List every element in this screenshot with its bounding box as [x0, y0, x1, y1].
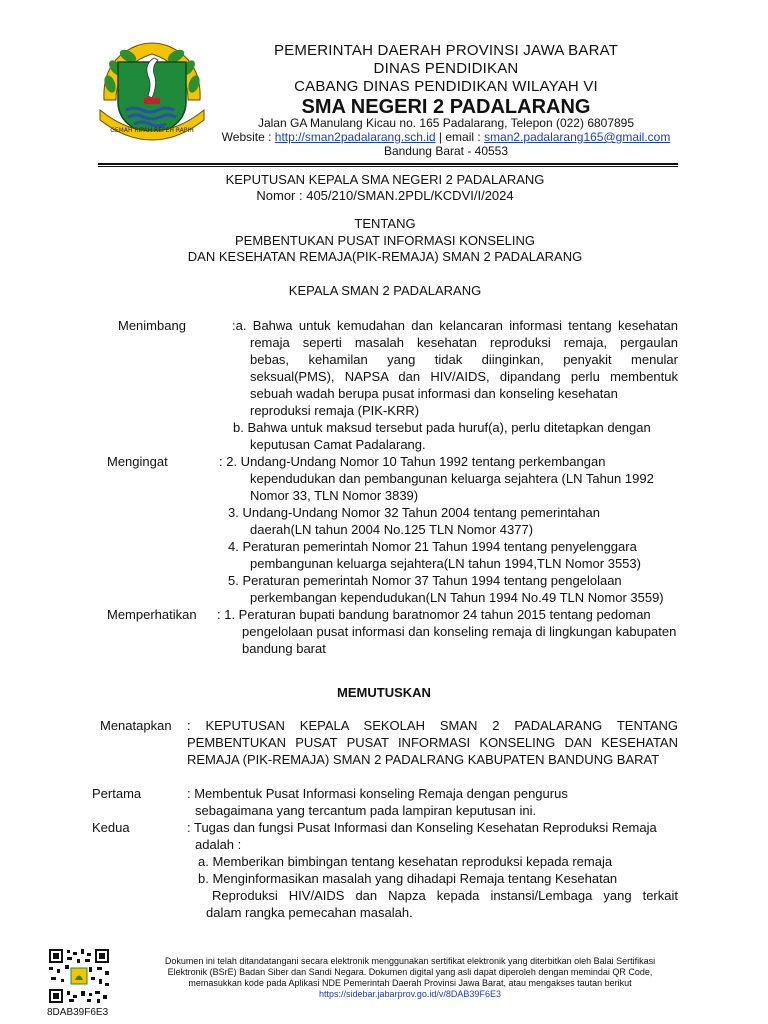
memperhatikan-line: pengelolaan pusat informasi dan konseling remaja di lingkungan kabupaten: [242, 624, 677, 639]
menimbang-line: reproduksi remaja (PIK-KRR): [250, 403, 420, 418]
mengingat-line: 4. Peraturan pemerintah Nomor 21 Tahun 1994 tentang penyelenggara: [228, 539, 637, 554]
decree-title: KEPUTUSAN KEPALA SMA NEGERI 2 PADALARANG: [225, 172, 545, 187]
memperhatikan-line: : 1. Peraturan bupati bandung baratnomor 24 tahun 2015 tentang pedoman: [217, 607, 651, 622]
subject-line-1: PEMBENTUKAN PUSAT INFORMASI KONSELING: [234, 233, 535, 248]
verification-link[interactable]: https://sidebar.jabarprov.go.id/v/8DAB39F6E3: [319, 989, 501, 999]
memutuskan-heading: MEMUTUSKAN: [337, 685, 431, 700]
email-label: | email :: [435, 130, 485, 144]
menimbang-label: Menimbang: [118, 318, 186, 333]
kepala-heading: KEPALA SMAN 2 PADALARANG: [288, 283, 482, 298]
website-label: Website :: [221, 130, 275, 144]
header-divider-thick: [98, 163, 678, 165]
pertama-label: Pertama: [92, 786, 142, 801]
west-java-emblem-logo: [96, 40, 208, 144]
header-contact: [216, 130, 676, 144]
header-school-name: SMA NEGERI 2 PADALARANG: [301, 96, 591, 118]
memperhatikan-line: bandung barat: [242, 641, 326, 656]
kedua-line: b. Menginformasikan masalah yang dihadapi Remaja tentang Kesehatan: [198, 871, 618, 886]
menetapkan-line: REMAJA (PIK-REMAJA) SMAN 2 PADALRANG KABUPATEN BANDUNG BARAT: [187, 752, 660, 767]
menimbang-line: seksual(PMS), NAPSA dan HIV/AIDS, dipandang perlu membentuk: [250, 369, 678, 384]
logo-motto: GEMAH RIPAH REPEH RAPIH: [110, 127, 194, 134]
header-city: Bandung Barat - 40553: [383, 144, 509, 158]
tentang-heading: TENTANG: [354, 216, 416, 231]
mengingat-line: 3. Undang-Undang Nomor 32 Tahun 2004 tentang pemerintahan: [228, 505, 600, 520]
header-branch: CABANG DINAS PENDIDIKAN WILAYAH VI: [294, 78, 598, 95]
header-divider-thin: [98, 166, 678, 167]
kedua-line: dalam rangka pemecahan masalah.: [206, 905, 413, 920]
decree-number: Nomor : 405/210/SMAN.2PDL/KCDVI/I/2024: [256, 188, 514, 203]
kedua-line: a. Memberikan bimbingan tentang kesehatan reproduksi kepada remaja: [198, 854, 613, 869]
memperhatikan-label: Memperhatikan: [107, 607, 197, 622]
menimbang-line: b. Bahwa untuk maksud tersebut pada huruf(a), perlu ditetapkan dengan: [233, 420, 651, 435]
kedua-line: adalah :: [195, 837, 242, 852]
mengingat-label: Mengingat: [107, 454, 168, 469]
verification-code: 8DAB39F6E3: [47, 1007, 109, 1018]
esign-notice-line: memasukkan kode pada Aplikasi NDE Pemerintah Daerah Provinsi Jawa Barat, atau mengakses tautan berikut: [188, 978, 632, 988]
mengingat-line: Nomor 33, TLN Nomor 3839): [250, 488, 419, 503]
subject-line-2: DAN KESEHATAN REMAJA(PIK-REMAJA) SMAN 2 PADALARANG: [187, 249, 583, 264]
header-government: PEMERINTAH DAERAH PROVINSI JAWA BARAT: [273, 42, 619, 59]
menimbang-line: sebuah wadah berupa pusat informasi dan konseling kesehatan: [250, 386, 618, 401]
mengingat-line: daerah(LN tahun 2004 No.125 TLN Nomor 4377): [250, 522, 534, 537]
menimbang-line: bebas, kehamilan yang tidak diinginkan, penyakit menular: [250, 352, 678, 367]
esign-notice-line: Elektronik (BSrE) Badan Siber dan Sandi Negara. Dokumen digital yang asli dapat diperoleh dengan memindai QR Code,: [167, 967, 653, 977]
header-address: Jalan GA Manulang Kicau no. 165 Padalarang, Telepon (022) 6807895: [257, 116, 635, 130]
qr-code[interactable]: [47, 947, 111, 1005]
menimbang-line: keputusan Camat Padalarang.: [250, 437, 426, 452]
menimbang-line: :a. Bahwa untuk kemudahan dan kelancaran informasi tentang kesehatan: [232, 318, 678, 333]
kedua-label: Kedua: [92, 820, 130, 835]
menetapkan-line: : KEPUTUSAN KEPALA SEKOLAH SMAN 2 PADALARANG TENTANG: [187, 718, 678, 733]
menetapkan-label: Menatapkan: [100, 718, 172, 733]
mengingat-line: 5. Peraturan pemerintah Nomor 37 Tahun 1994 tentang pengelolaan: [228, 573, 622, 588]
website-link[interactable]: http://sman2padalarang.sch.id: [274, 130, 436, 144]
menimbang-line: remaja seperti masalah kesehatan reproduksi remaja, pergaulan: [250, 335, 678, 350]
kedua-line: : Tugas dan fungsi Pusat Informasi dan Konseling Kesehatan Reproduksi Remaja: [187, 820, 657, 835]
mengingat-line: : 2. Undang-Undang Nomor 10 Tahun 1992 tentang perkembangan: [219, 454, 606, 469]
menetapkan-line: PEMBENTUKAN PUSAT PUSAT INFORMASI KONSELING DAN KESEHATAN: [187, 735, 678, 750]
mengingat-line: pembangunan keluarga sejahtera(LN tahun 1994,TLN Nomor 3553): [250, 556, 641, 571]
pertama-line: sebagaimana yang tercantum pada lampiran keputusan ini.: [195, 803, 537, 818]
mengingat-line: kependudukan dan pembangunan keluarga sejahtera (LN Tahun 1992: [250, 471, 654, 486]
esign-notice-line: Dokumen ini telah ditandatangani secara elektronik menggunakan sertifikat elektronik yang diterbitkan oleh Balai Sertifikasi: [164, 956, 656, 966]
email-link[interactable]: sman2.padalarang165@gmail.com: [484, 130, 671, 144]
header-department: DINAS PENDIDIKAN: [373, 60, 519, 77]
mengingat-line: perkembangan kependudukan(LN Tahun 1994 No.49 TLN Nomor 3559): [250, 590, 664, 605]
kedua-line: Reproduksi HIV/AIDS dan Napza kepada instansi/Lembaga yang terkait: [212, 888, 678, 903]
pertama-line: : Membentuk Pusat Informasi konseling Remaja dengan pengurus: [187, 786, 568, 801]
